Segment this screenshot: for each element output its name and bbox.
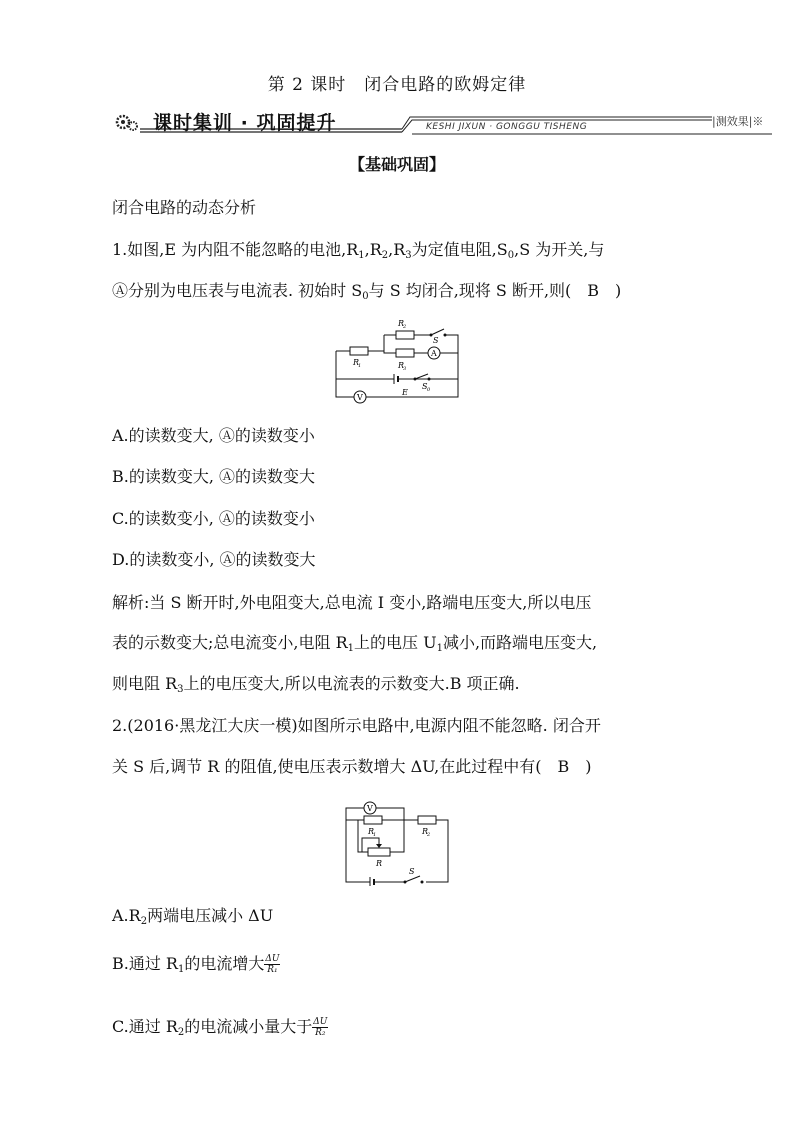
q1-option-c: C.的读数变小, Ⓐ的读数变小 [112,509,315,528]
svg-text:1: 1 [358,363,362,369]
svg-text:S: S [422,382,428,391]
fraction-delta-u-over-r2: $\frac{\Delta U}{\text{R₂}}$ [313,1017,328,1038]
topic-heading: 闭合电路的动态分析 [112,198,257,217]
resistor-r1 [364,816,382,824]
switch-s0 [414,374,431,381]
svg-text:S: S [409,867,415,876]
svg-text:2: 2 [403,324,407,330]
svg-text:0: 0 [427,387,431,393]
svg-text:A: A [431,349,437,358]
q1-analysis-line3: 则电阻 $R_3$上的电压变大,所以电流表的示数变大.B 项正确. [112,674,520,695]
svg-text:R: R [368,827,375,836]
q2-stem-line2: 关 S 后,调节 R 的阻值,使电压表示数增大 ΔU,在此过程中有( B ) [112,757,592,776]
rheostat-r [368,848,390,856]
svg-text:V: V [367,804,373,813]
resistor-r2 [418,816,436,824]
svg-text:S: S [433,336,439,345]
q2-option-b: B.通过 $R_1$的电流增大 $\frac{\Delta U}{\text{R₁}}$ [112,954,280,975]
q1-option-d: D.的读数变小, Ⓐ的读数变大 [112,550,316,569]
banner-pinyin: KESHI JIXUN · GONGGU TISHENG [426,122,588,132]
page-title: 第 2 课时 闭合电路的欧姆定律 [267,75,527,95]
q1-option-b: B.的读数变大, Ⓐ的读数变大 [112,467,316,486]
svg-text:R: R [353,358,360,367]
q1-analysis-line2: 表的示数变大;总电流变小,电阻 $R_1$上的电压 $U_1$减小,而路端电压变大, [112,633,598,654]
resistor-r1 [350,347,368,355]
section-heading: 【基础巩固】 [348,155,445,174]
svg-text:2: 2 [427,832,431,838]
svg-text:R: R [398,361,405,370]
q1-analysis-line1: 解析:当 S 断开时,外电阻变大,总电流 I 变小,路端电压变大,所以电压 [112,593,592,612]
svg-text:R: R [422,827,429,836]
q1-stem-line2: Ⓐ分别为电压表与电流表. 初始时 $S_0$与 S 均闭合,现将 S 断开,则( B ) [112,281,622,302]
q1-circuit-diagram [330,313,462,408]
fraction-delta-u-over-r1: $\frac{\Delta U}{\text{R₁}}$ [265,954,280,975]
svg-text:R: R [398,319,405,328]
switch-s [404,876,424,884]
resistor-r3 [396,349,414,357]
svg-text:3: 3 [403,366,407,372]
q2-stem-line1: 2.(2016·黑龙江大庆一模)如图所示电路中,电源内阻不能忽略. 闭合开 [112,716,601,735]
banner-title: 课时集训 · 巩固提升 [153,112,337,134]
banner-tag: |测效果|※ [712,115,764,128]
resistor-r2 [396,331,414,339]
q2-option-a: $A.R_2$两端电压减小 ΔU [112,906,274,927]
battery-icon [362,877,404,886]
gear-icon [117,116,137,130]
svg-text:V: V [357,393,363,402]
q1-stem-line1: 1.如图,E 为内阻不能忽略的电池$,R_1,R_2,R_3$为定值电阻$,S_0,S$ 为开关,与 [112,240,605,261]
svg-text:E: E [402,388,408,397]
q2-circuit-diagram [340,794,452,886]
q2-option-c: C.通过 $R_2$的电流减小量大于 $\frac{\Delta U}{\text{R₂}}$ [112,1017,328,1038]
q1-option-a: A.的读数变大, Ⓐ的读数变小 [112,426,315,445]
svg-text:R: R [376,859,383,868]
svg-text:1: 1 [373,832,377,838]
